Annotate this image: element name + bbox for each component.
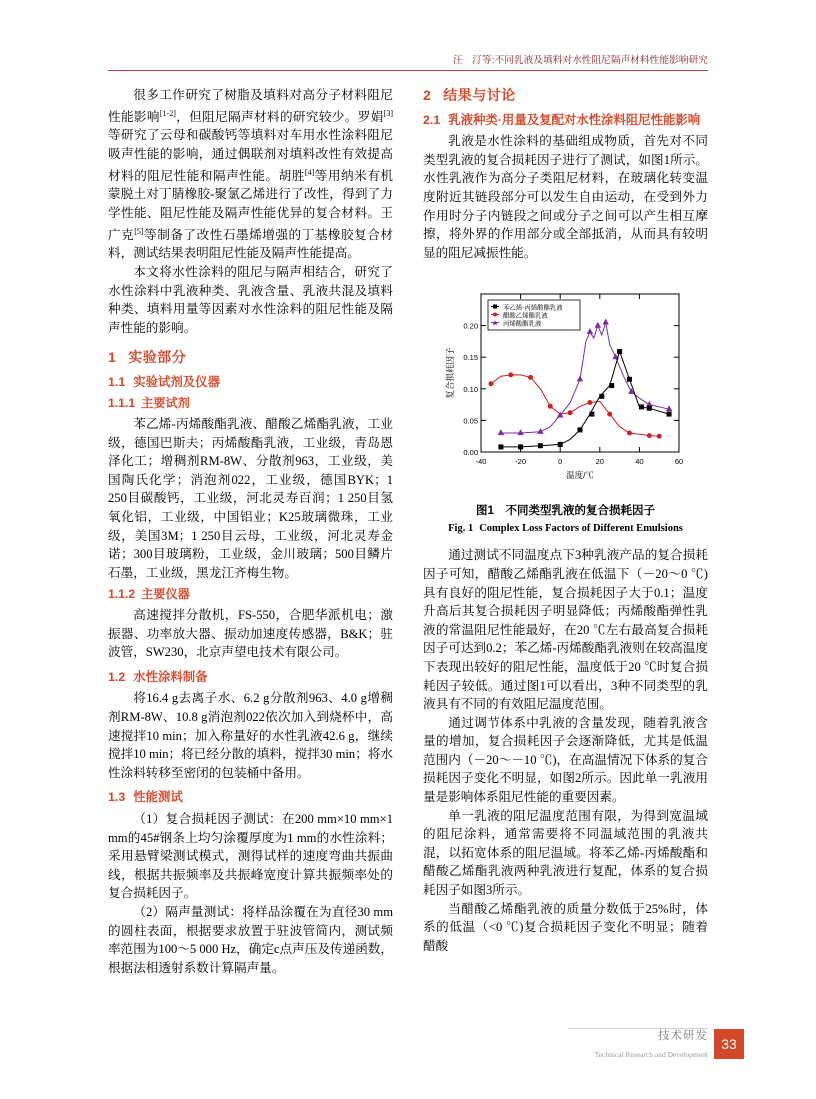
- footer-section-en: Technical Research and Development: [594, 1050, 708, 1059]
- chart-xlabel: 温度/℃: [566, 470, 594, 481]
- paragraph-test-1: （1）复合损耗因子测试：在200 mm×10 mm×1 mm的45#钢条上均匀涂覆厚度为1 mm的水性涂料；采用悬臂梁测试模式，测得试样的速度弯曲共振曲线，根据共振频率及共振峰宽度计算共振频率处的复合损耗因子。: [108, 811, 393, 901]
- figure-caption-en: [423, 520, 708, 539]
- section-heading-1-3: [108, 788, 393, 807]
- svg-text:0.10: 0.10: [463, 385, 478, 395]
- section-title: 实验试剂及仪器: [133, 374, 220, 389]
- section-title: 结果与讨论: [443, 87, 516, 103]
- section-number: 2: [423, 87, 432, 103]
- page-number: 33: [714, 1029, 744, 1059]
- paragraph-test-2: （2）隔声量测试：将样品涂覆在为直径30 mm的圆柱表面，根据要求放置于驻波管简内，测试频率范围为100～5 000 Hz，确定с点声压及传递函数，根据法相透射系数计算隔声量。: [108, 904, 393, 975]
- section-heading-2-1: [423, 111, 708, 130]
- left-column: [108, 86, 393, 977]
- svg-text:0.05: 0.05: [463, 416, 478, 426]
- svg-text:-20: -20: [515, 457, 527, 467]
- chart-legend: [488, 300, 580, 330]
- paragraph-preparation: 将16.4 g去离子水、6.2 g分散剂963、4.0 g增稠剂RM-8W、10.8 g消泡剂022依次加入到烧杯中，高速搅拌10 min；加入称量好的水性乳液42.6 g，继续搅拌10 min；将已经分散的填料，搅拌30 min；将水性涂料转移至密闭的包装桶中备用。: [108, 691, 393, 780]
- svg-text:0: 0: [558, 457, 563, 467]
- section-heading-1-2: [108, 668, 393, 687]
- paragraph: 乳液是水性涂料的基础组成物质，首先对不同类型乳液的复合损耗因子进行了测试，如图1所示。水性乳液作为高分子类阻尼材料，在玻璃化转变温度附近其链段部分可以发生自由运动，在受到外力作用时分子内链段之间或分子之间可以产生相互摩擦，将外界的作用部分或全部抵消，从而具有较明显的阻尼减振性能。: [423, 134, 708, 260]
- svg-text:60: 60: [674, 457, 684, 467]
- svg-text:0.00: 0.00: [463, 448, 478, 458]
- paragraph: 当醋酸乙烯酯乳液的质量分数低于25%时，体系的低温（<0 ℃)复合损耗因子变化不明显；随着醋酸: [423, 901, 708, 953]
- paragraph: 通过调节体系中乳液的含量发现，随着乳液含量的增加，复合损耗因子会逐渐降低，尤其是低温范围内（－20～－10 ℃)，在高温情况下体系的复合损耗因子变化不明显，如图2所示。因此单一乳液用量是影响体系阻尼性能的重要因素。: [423, 715, 708, 805]
- svg-text:苯乙烯-丙烯酸酯乳液: 苯乙烯-丙烯酸酯乳液: [503, 304, 563, 312]
- header-divider: [108, 70, 708, 71]
- section-title: 水性涂料制备: [133, 669, 208, 684]
- svg-text:-40: -40: [475, 457, 487, 467]
- svg-text:0.15: 0.15: [463, 353, 478, 363]
- chart-svg: [441, 286, 693, 494]
- section-heading-1-1-1: [108, 394, 393, 413]
- running-head: 汪 汀等:不同乳液及填料对水性阻尼隔声材料性能影响研究: [452, 55, 708, 66]
- section-number: 1.1.1: [108, 396, 136, 411]
- right-column: [423, 86, 708, 955]
- section-number: 1.1: [108, 374, 126, 389]
- paragraph-reagents: 苯乙烯-丙烯酸酯乳液、醋酸乙烯酯乳液，工业级，德国巴斯夫；丙烯酸酯乳液，工业级，青岛恩泽化工；增稠剂RM-8W、分散剂963，工业级，美国陶氏化学；消泡剂022，工业级，德国BYK；1 250目碳酸钙，工业级，河北灵寿百润；1 250目氢氧化铝，工业级，中国铝业；K25玻璃微珠，工业级，美国3M；1 250目云母，工业级，河北灵寿金诺；300目玻璃粉，工业级，金川玻璃；500目鳞片石墨，工业级，黑龙江齐梅生物。: [108, 417, 393, 580]
- svg-text:丙烯酸酯乳液: 丙烯酸酯乳液: [503, 320, 542, 328]
- section-heading-2: [423, 86, 708, 105]
- paragraph: 通过测试不同温度点下3种乳液产品的复合损耗因子可知，醋酸乙烯酯乳液在低温下（－20～0 ℃)具有良好的阻尼性能，复合损耗因子大于0.1；温度升高后其复合损耗因子明显降低；丙烯酸酯弹性乳液的常温阻尼性能最好，在20 ℃左右最高复合损耗因子可达到0.2；苯乙烯-丙烯酸酯乳液则在较高温度下表现出较好的阻尼性能，温度低于20 ℃时复合损耗因子较低。通过图1可以看出，3种不同类型的乳液具有不同的有效阻尼温度范围。: [423, 548, 708, 712]
- figure-label-en: Fig. 1: [448, 523, 474, 535]
- paragraph: 单一乳液的阻尼温度范围有限，为得到宽温域的阻尼涂料，通常需要将不同温域范围的乳液共混，以拓宽体系的阻尼温域。将苯乙烯-丙烯酸酯和醋酸乙烯酯乳液两种乳液进行复配，体系的复合损耗因子如图3所示。: [423, 808, 708, 898]
- footer-section-cn: 技术研发: [658, 1030, 708, 1042]
- figure-caption-cn: 图1 不同类型乳液的复合损耗因子: [476, 505, 655, 518]
- section-number: 1: [108, 349, 117, 366]
- section-heading-1-1-2: [108, 585, 393, 604]
- svg-text:40: 40: [635, 457, 644, 467]
- figure-1: [423, 278, 708, 546]
- section-title: 主要试剂: [141, 396, 190, 411]
- section-number: 1.1.2: [108, 587, 136, 602]
- section-title: 乳液种类·用量及复配对水性涂料阻尼性能影响: [448, 112, 701, 127]
- section-title: 主要仪器: [141, 587, 190, 602]
- section-heading-1-1: [108, 373, 393, 392]
- svg-text:20: 20: [595, 457, 604, 467]
- section-number: 1.2: [108, 669, 126, 684]
- section-heading-1: [108, 348, 393, 367]
- figure-title-en: Complex Loss Factors of Different Emulsions: [479, 523, 683, 535]
- svg-text:0.20: 0.20: [463, 321, 478, 331]
- section-title: 实验部分: [128, 349, 187, 366]
- section-title: 性能测试: [133, 790, 183, 805]
- section-number: 2.1: [423, 112, 441, 127]
- paragraph-instruments: 高速搅拌分散机，FS-550，合肥华派机电；激振器、功率放大器、振动加速度传感器，B&K；驻波管，SW230，北京声望电技术有限公司。: [108, 608, 393, 660]
- chart-complex-loss-factor: [441, 286, 693, 494]
- paragraph: 很多工作研究了树脂及填料对高分子材料阻尼性能影响[1-2]，但阻尼隔声材料的研究较少。罗娟[3]等研究了云母和碳酸钙等填料对车用水性涂料阻尼吸声性能的影响，通过偶联剂对填料改性有效提高材料的阻尼性能和隔声性能。胡胜[4]等用纳米有机蒙脱土对丁腈橡胶-聚氯乙烯进行了改性，得到了力学性能、阻尼性能及隔声性能优异的复合材料。王广克[5]等制备了改性石墨烯增强的丁基橡胶复合材料，测试结果表明阻尼性能及隔声性能提高。: [108, 88, 394, 261]
- paragraph: 本文将水性涂料的阻尼与隔声相结合，研究了水性涂料中乳液种类、乳液含量、乳液共混及填料种类、填料用量等因素对水性涂料的阻尼性能及隔声性能的影响。: [108, 264, 393, 335]
- svg-text:醋酸乙烯酯乳液: 醋酸乙烯酯乳液: [503, 312, 548, 320]
- section-number: 1.3: [108, 790, 126, 805]
- chart-ylabel: 复合损耗因子: [445, 347, 455, 399]
